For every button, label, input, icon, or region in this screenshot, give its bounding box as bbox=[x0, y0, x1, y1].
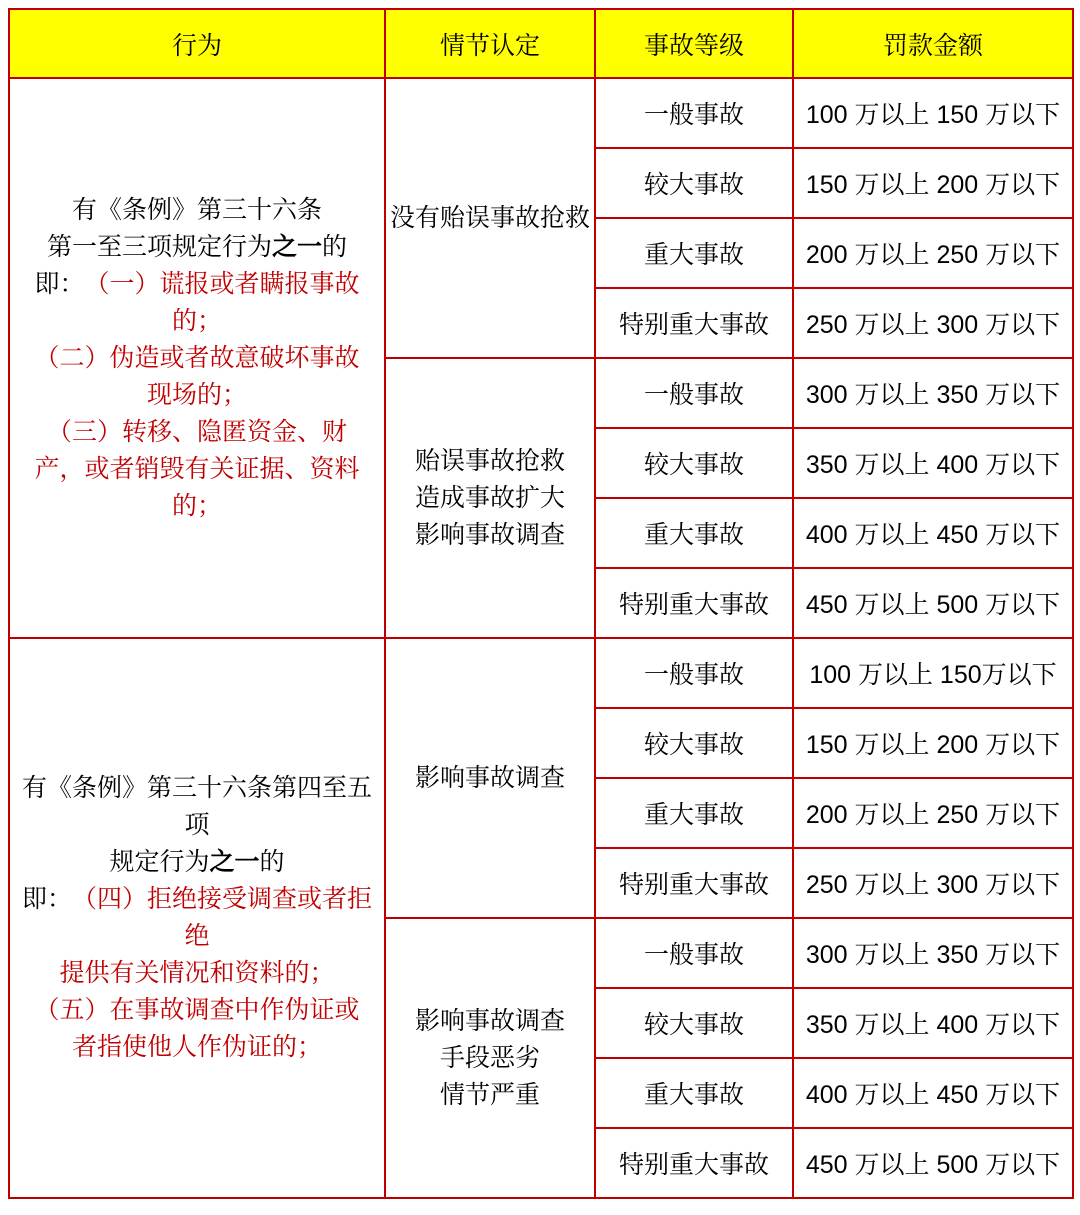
fine-amount-cell: 400 万以上 450 万以下 bbox=[793, 1058, 1073, 1128]
behavior-text-segment: 的 bbox=[259, 848, 285, 876]
behavior-text-segment: 第一至三项规定行为 bbox=[46, 232, 272, 261]
behavior-text-segment: （四）拒绝接受调查或者拒绝 bbox=[84, 885, 373, 950]
behavior-line bbox=[12, 770, 382, 844]
fine-amount-cell: 200 万以上 250 万以下 bbox=[793, 778, 1073, 848]
behavior-text-segment: （五）在事故调查中作伪证或 bbox=[34, 996, 360, 1024]
circumstance-cell bbox=[385, 78, 595, 358]
behavior-text-segment: 提供有关情况和资料的； bbox=[59, 959, 335, 987]
behavior-line bbox=[12, 192, 382, 229]
behavior-cell bbox=[9, 78, 385, 638]
behavior-line bbox=[12, 992, 382, 1029]
accident-level-cell: 特别重大事故 bbox=[595, 1128, 793, 1198]
fine-amount-cell: 250 万以上 300 万以下 bbox=[793, 848, 1073, 918]
behavior-text-segment: 有《条例》第三十六条第四至五项 bbox=[21, 774, 372, 839]
accident-level-cell: 重大事故 bbox=[595, 498, 793, 568]
circumstance-cell bbox=[385, 918, 595, 1198]
accident-level-cell: 一般事故 bbox=[595, 78, 793, 148]
fine-amount-cell: 150 万以上 200 万以下 bbox=[793, 148, 1073, 218]
behavior-text-segment: 即： bbox=[21, 885, 85, 913]
circumstance-line: 影响事故调查 bbox=[414, 1006, 565, 1035]
behavior-line bbox=[12, 340, 382, 377]
circumstance-line: 没有贻误事故抢救 bbox=[389, 203, 590, 232]
behavior-text-segment: 的 bbox=[322, 232, 348, 261]
behavior-text-segment: 产，或者销毁有关证据、资料的； bbox=[34, 454, 360, 520]
behavior-text-segment: 有《条例》第三十六条 bbox=[71, 195, 322, 224]
fine-amount-cell: 200 万以上 250 万以下 bbox=[793, 218, 1073, 288]
penalty-table bbox=[8, 8, 1074, 1199]
behavior-line bbox=[12, 229, 382, 266]
accident-level-cell: 一般事故 bbox=[595, 918, 793, 988]
table-header bbox=[9, 9, 1073, 78]
fine-amount-cell: 100 万以上 150万以下 bbox=[793, 638, 1073, 708]
accident-level-cell: 较大事故 bbox=[595, 708, 793, 778]
behavior-line bbox=[12, 1029, 382, 1066]
fine-amount-cell: 400 万以上 450 万以下 bbox=[793, 498, 1073, 568]
behavior-line bbox=[12, 377, 382, 414]
table-body bbox=[9, 78, 1073, 1198]
accident-level-cell: 一般事故 bbox=[595, 638, 793, 708]
behavior-text-segment: （二）伪造或者故意破坏事故 bbox=[34, 343, 360, 372]
accident-level-cell: 重大事故 bbox=[595, 1058, 793, 1128]
circumstance-line: 贻误事故抢救 bbox=[414, 446, 565, 475]
col-header-fine-amount: 罚款金额 bbox=[793, 9, 1073, 78]
behavior-text-segment: 即： bbox=[34, 269, 97, 298]
fine-amount-cell: 450 万以上 500 万以下 bbox=[793, 1128, 1073, 1198]
circumstance-line: 影响事故调查 bbox=[414, 763, 565, 792]
circumstance-cell bbox=[385, 358, 595, 638]
behavior-line bbox=[12, 451, 382, 525]
accident-level-cell: 重大事故 bbox=[595, 778, 793, 848]
accident-level-cell: 特别重大事故 bbox=[595, 568, 793, 638]
col-header-circumstance: 情节认定 bbox=[385, 9, 595, 78]
table-row bbox=[9, 638, 1073, 708]
accident-level-cell: 较大事故 bbox=[595, 428, 793, 498]
behavior-text-segment: 之一 bbox=[209, 848, 260, 876]
circumstance-line: 手段恶劣 bbox=[439, 1043, 540, 1072]
behavior-line bbox=[12, 881, 382, 955]
fine-amount-cell: 450 万以上 500 万以下 bbox=[793, 568, 1073, 638]
behavior-text-segment: 者指使他人作伪证的； bbox=[71, 1033, 322, 1061]
circumstance-line: 影响事故调查 bbox=[414, 520, 565, 549]
accident-level-cell: 较大事故 bbox=[595, 988, 793, 1058]
behavior-line bbox=[12, 266, 382, 340]
col-header-behavior: 行为 bbox=[9, 9, 385, 78]
accident-level-cell: 较大事故 bbox=[595, 148, 793, 218]
behavior-line bbox=[12, 844, 382, 881]
col-header-accident-level: 事故等级 bbox=[595, 9, 793, 78]
fine-amount-cell: 150 万以上 200 万以下 bbox=[793, 708, 1073, 778]
behavior-text-segment: （三）转移、隐匿资金、财 bbox=[46, 417, 347, 446]
accident-level-cell: 特别重大事故 bbox=[595, 848, 793, 918]
behavior-cell bbox=[9, 638, 385, 1198]
fine-amount-cell: 350 万以上 400 万以下 bbox=[793, 428, 1073, 498]
fine-amount-cell: 300 万以上 350 万以下 bbox=[793, 918, 1073, 988]
fine-amount-cell: 300 万以上 350 万以下 bbox=[793, 358, 1073, 428]
fine-amount-cell: 250 万以上 300 万以下 bbox=[793, 288, 1073, 358]
behavior-line bbox=[12, 955, 382, 992]
behavior-text-segment: 规定行为 bbox=[109, 848, 210, 876]
accident-level-cell: 特别重大事故 bbox=[595, 288, 793, 358]
table-row bbox=[9, 78, 1073, 148]
circumstance-cell bbox=[385, 638, 595, 918]
fine-amount-cell: 350 万以上 400 万以下 bbox=[793, 988, 1073, 1058]
accident-level-cell: 重大事故 bbox=[595, 218, 793, 288]
behavior-line bbox=[12, 414, 382, 451]
behavior-text-segment: 之一 bbox=[271, 232, 322, 261]
fine-amount-cell: 100 万以上 150 万以下 bbox=[793, 78, 1073, 148]
circumstance-line: 造成事故扩大 bbox=[414, 483, 565, 512]
accident-level-cell: 一般事故 bbox=[595, 358, 793, 428]
header-row bbox=[9, 9, 1073, 78]
behavior-text-segment: （一）谎报或者瞒报事故的； bbox=[97, 269, 360, 335]
circumstance-line: 情节严重 bbox=[439, 1080, 540, 1109]
behavior-text-segment: 现场的； bbox=[146, 380, 247, 409]
